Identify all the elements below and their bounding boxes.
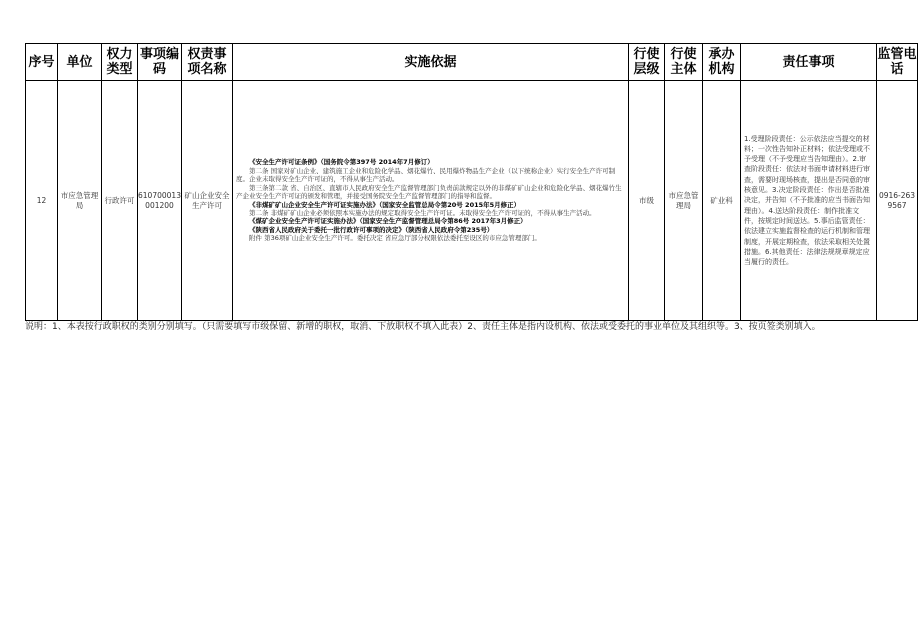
basis-law-title: 《陕西省人民政府关于委托一批行政许可事项的决定》（陕西省人民政府令第235号） [249, 225, 494, 234]
basis-clause: 第二条 非煤矿矿山企业必须依照本实施办法的规定取得安全生产许可证。未取得安全生产许可证的，不得从事生产活动。 [249, 208, 596, 217]
header-row [26, 44, 918, 81]
basis-clause: 第二条 国家对矿山企业、建筑施工企业和危险化学品、烟花爆竹、民用爆炸物品生产企业（以下统称企业）实行安全生产许可制度。企业未取得安全生产许可证的，不得从事生产活动。 [236, 166, 616, 184]
table-row [26, 81, 918, 321]
cell-basis [233, 81, 629, 321]
cell-subject: 市应急管理局 [665, 81, 703, 321]
footnote: 说明：1、本表按行政职权的类别分别填写。（只需要填写市级保留、新增的职权，取消、下放职权不填入此表）2、责任主体是指内设机构、依法或受委托的事业单位及其组织等。3、按页签类别填入。 [25, 322, 821, 332]
basis-law-title: 《安全生产许可证条例》（国务院令第397号 2014年7月修订） [249, 158, 434, 167]
basis-clause: 第三条第二款 省、自治区、直辖市人民政府安全生产监督管理部门负责前款规定以外的非煤矿矿山企业和危险化学品、烟花爆竹生产企业安全生产许可证的颁发和管理，并接受国务院安全生产监督管理部门的指导和监督。 [236, 183, 622, 201]
header-item-code: 事项编码 [138, 44, 182, 81]
cell-power-type: 行政许可 [102, 81, 138, 321]
basis-law-title: 《非煤矿矿山企业安全生产许可证实施办法》（国家安全监管总局令第20号 2015年5月修正） [249, 200, 521, 209]
cell-unit: 市应急管理局 [58, 81, 102, 321]
header-level: 行使层级 [629, 44, 665, 81]
basis-law-title: 《煤矿企业安全生产许可证实施办法》（国家安全生产监督管理总局令第86号 2017年3月修正） [249, 217, 527, 226]
cell-responsibility: 1.受理阶段责任：公示依法应当提交的材料；一次性告知补正材料；依法受理或不予受理（不予受理应当告知理由）。2.审查阶段责任：依法对书面申请材料进行审查，需要时现场核查，提出是否同意的审核意见。3.决定阶段责任：作出是否批准决定，并告知（不予批准的应当书面告知理由）。4.送达阶段责任：制作批准文件，按规定时间送达。5.事后监管责任：依法建立实施监督检查的运行机制和管理制度，开展定期检查，依法采取相关处置措施。6.其他责任：法律法规规章规定应当履行的责任。 [741, 81, 877, 321]
cell-dept: 矿业科 [703, 81, 741, 321]
header-item-name: 权责事项名称 [182, 44, 233, 81]
header-seq: 序号 [26, 44, 58, 81]
cell-seq: 12 [26, 81, 58, 321]
header-dept: 承办机构 [703, 44, 741, 81]
header-subject: 行使主体 [665, 44, 703, 81]
header-power-type: 权力类型 [102, 44, 138, 81]
cell-item-code: 610700013001200 [138, 81, 182, 321]
cell-level: 市级 [629, 81, 665, 321]
header-phone: 监管电话 [877, 44, 918, 81]
basis-clause: 附件 第36项矿山企业安全生产许可。委托决定 省应急厅部分权限依法委托至设区的市应急管理部门。 [249, 234, 541, 243]
header-unit: 单位 [58, 44, 102, 81]
header-basis: 实施依据 [233, 44, 629, 81]
cell-phone: 0916-2639567 [877, 81, 918, 321]
power-list-table [25, 43, 918, 321]
header-responsibility: 责任事项 [741, 44, 877, 81]
cell-item-name: 矿山企业安全生产许可 [182, 81, 233, 321]
